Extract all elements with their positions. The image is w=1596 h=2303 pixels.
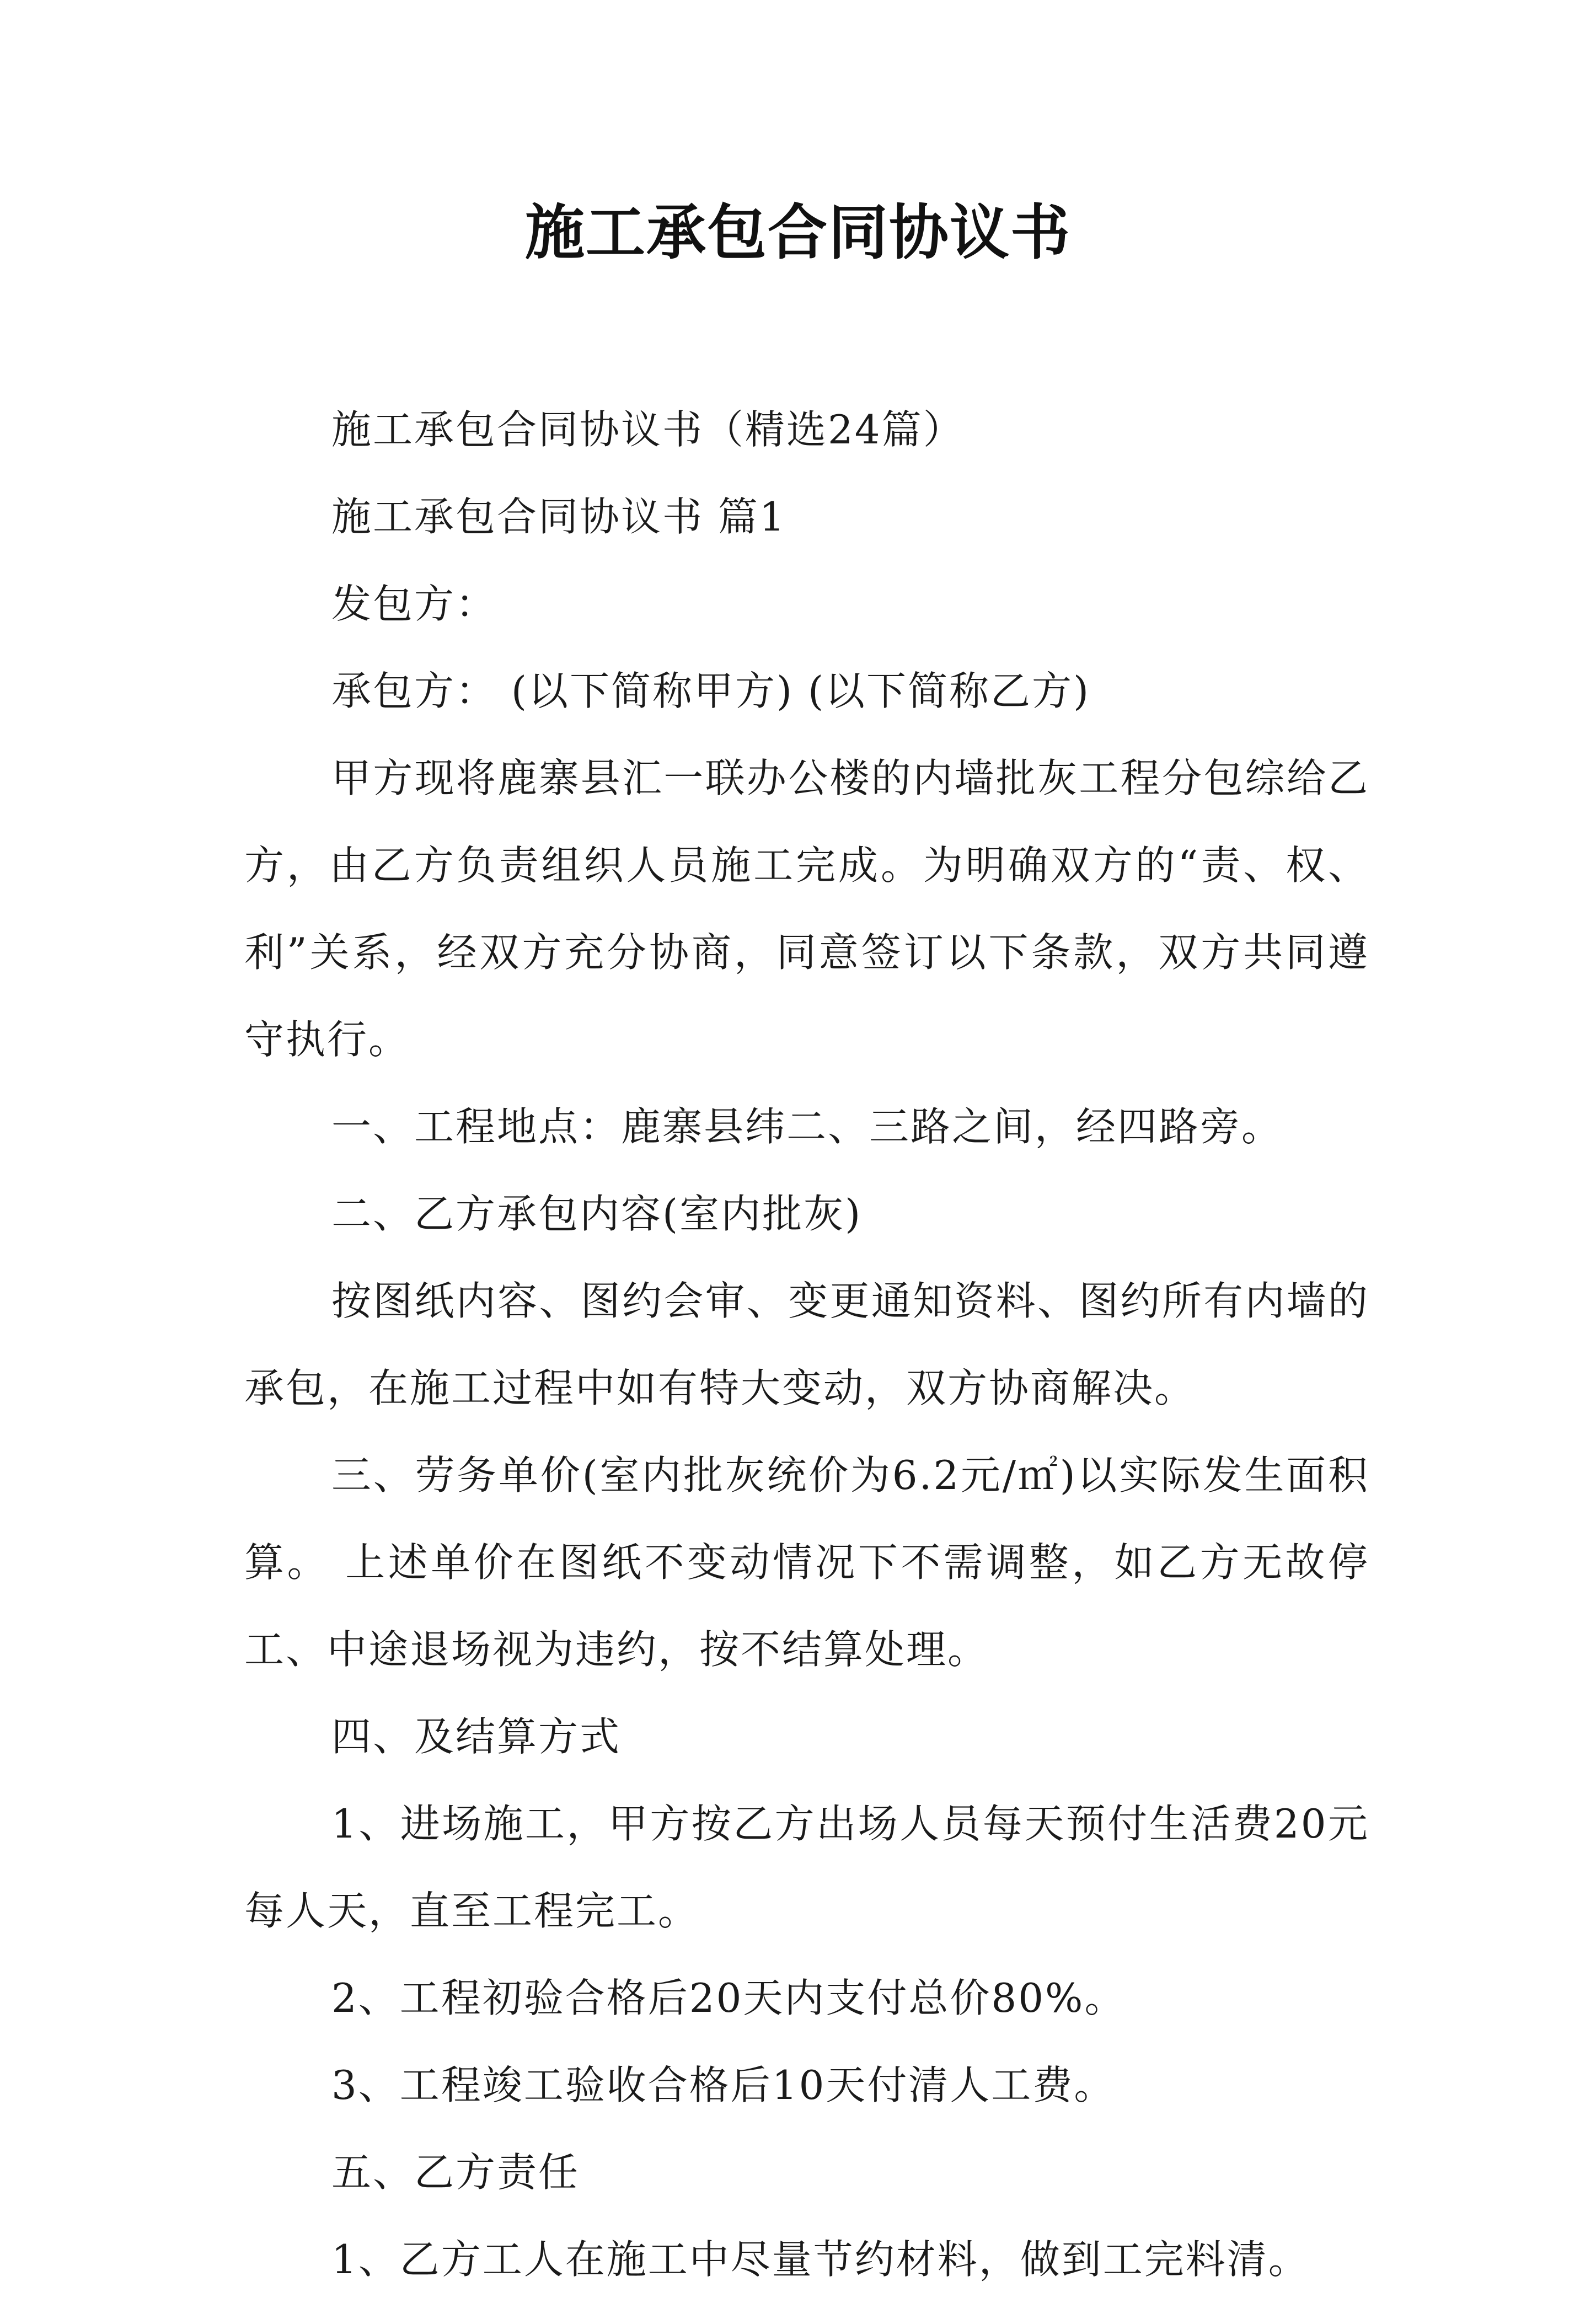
paragraph-clause-4-item-3: 3、工程竣工验收合格后10天付清人工费。 xyxy=(331,2062,1116,2108)
paragraph-subtitle: 施工承包合同协议书（精选24篇） xyxy=(331,406,965,453)
paragraph-employer: 发包方： xyxy=(331,581,497,627)
paragraph-clause-2-detail: 按图纸内容、图约会审、变更通知资料、图约所有内墙的承包，在施工过程中如有特大变动，双方协商解决。 xyxy=(244,1278,1369,1411)
paragraph-preamble: 甲方现将鹿寨县汇一联办公楼的内墙批灰工程分包综给乙方，由乙方负责组织人员施工完成。为明确双方的“责、权、利”关系，经双方充分协商，同意签订以下条款，双方共同遵守执行。 xyxy=(244,755,1369,1063)
paragraph-clause-5: 五、乙方责任 xyxy=(331,2149,580,2195)
paragraph-section-heading: 施工承包合同协议书 篇1 xyxy=(331,494,786,540)
paragraph-clause-4-item-2: 2、工程初验合格后20天内支付总价80%。 xyxy=(331,1975,1126,2021)
document-body xyxy=(244,386,1369,2303)
paragraph-clause-2: 二、乙方承包内容(室内批灰) xyxy=(331,1191,863,1237)
paragraph-clause-4-item-1: 1、进场施工，甲方按乙方出场人员每天预付生活费20元每人天，直至工程完工。 xyxy=(244,1801,1369,1934)
paragraph-clause-4: 四、及结算方式 xyxy=(331,1713,622,1760)
paragraph-clause-1: 一、工程地点：鹿寨县纬二、三路之间，经四路旁。 xyxy=(331,1104,1283,1150)
document-title: 施工承包合同协议书 xyxy=(524,198,1071,267)
paragraph-clause-5-item-1: 1、乙方工人在施工中尽量节约材料，做到工完料清。 xyxy=(331,2236,1310,2283)
paragraph-clause-3: 三、劳务单价(室内批灰统价为6.2元/㎡)以实际发生面积算。 上述单价在图纸不变动情况下不需调整，如乙方无故停工、中途退场视为违约，按不结算处理。 xyxy=(244,1452,1369,1673)
paragraph-contractor: 承包方： (以下简称甲方) (以下简称乙方) xyxy=(331,668,1091,714)
